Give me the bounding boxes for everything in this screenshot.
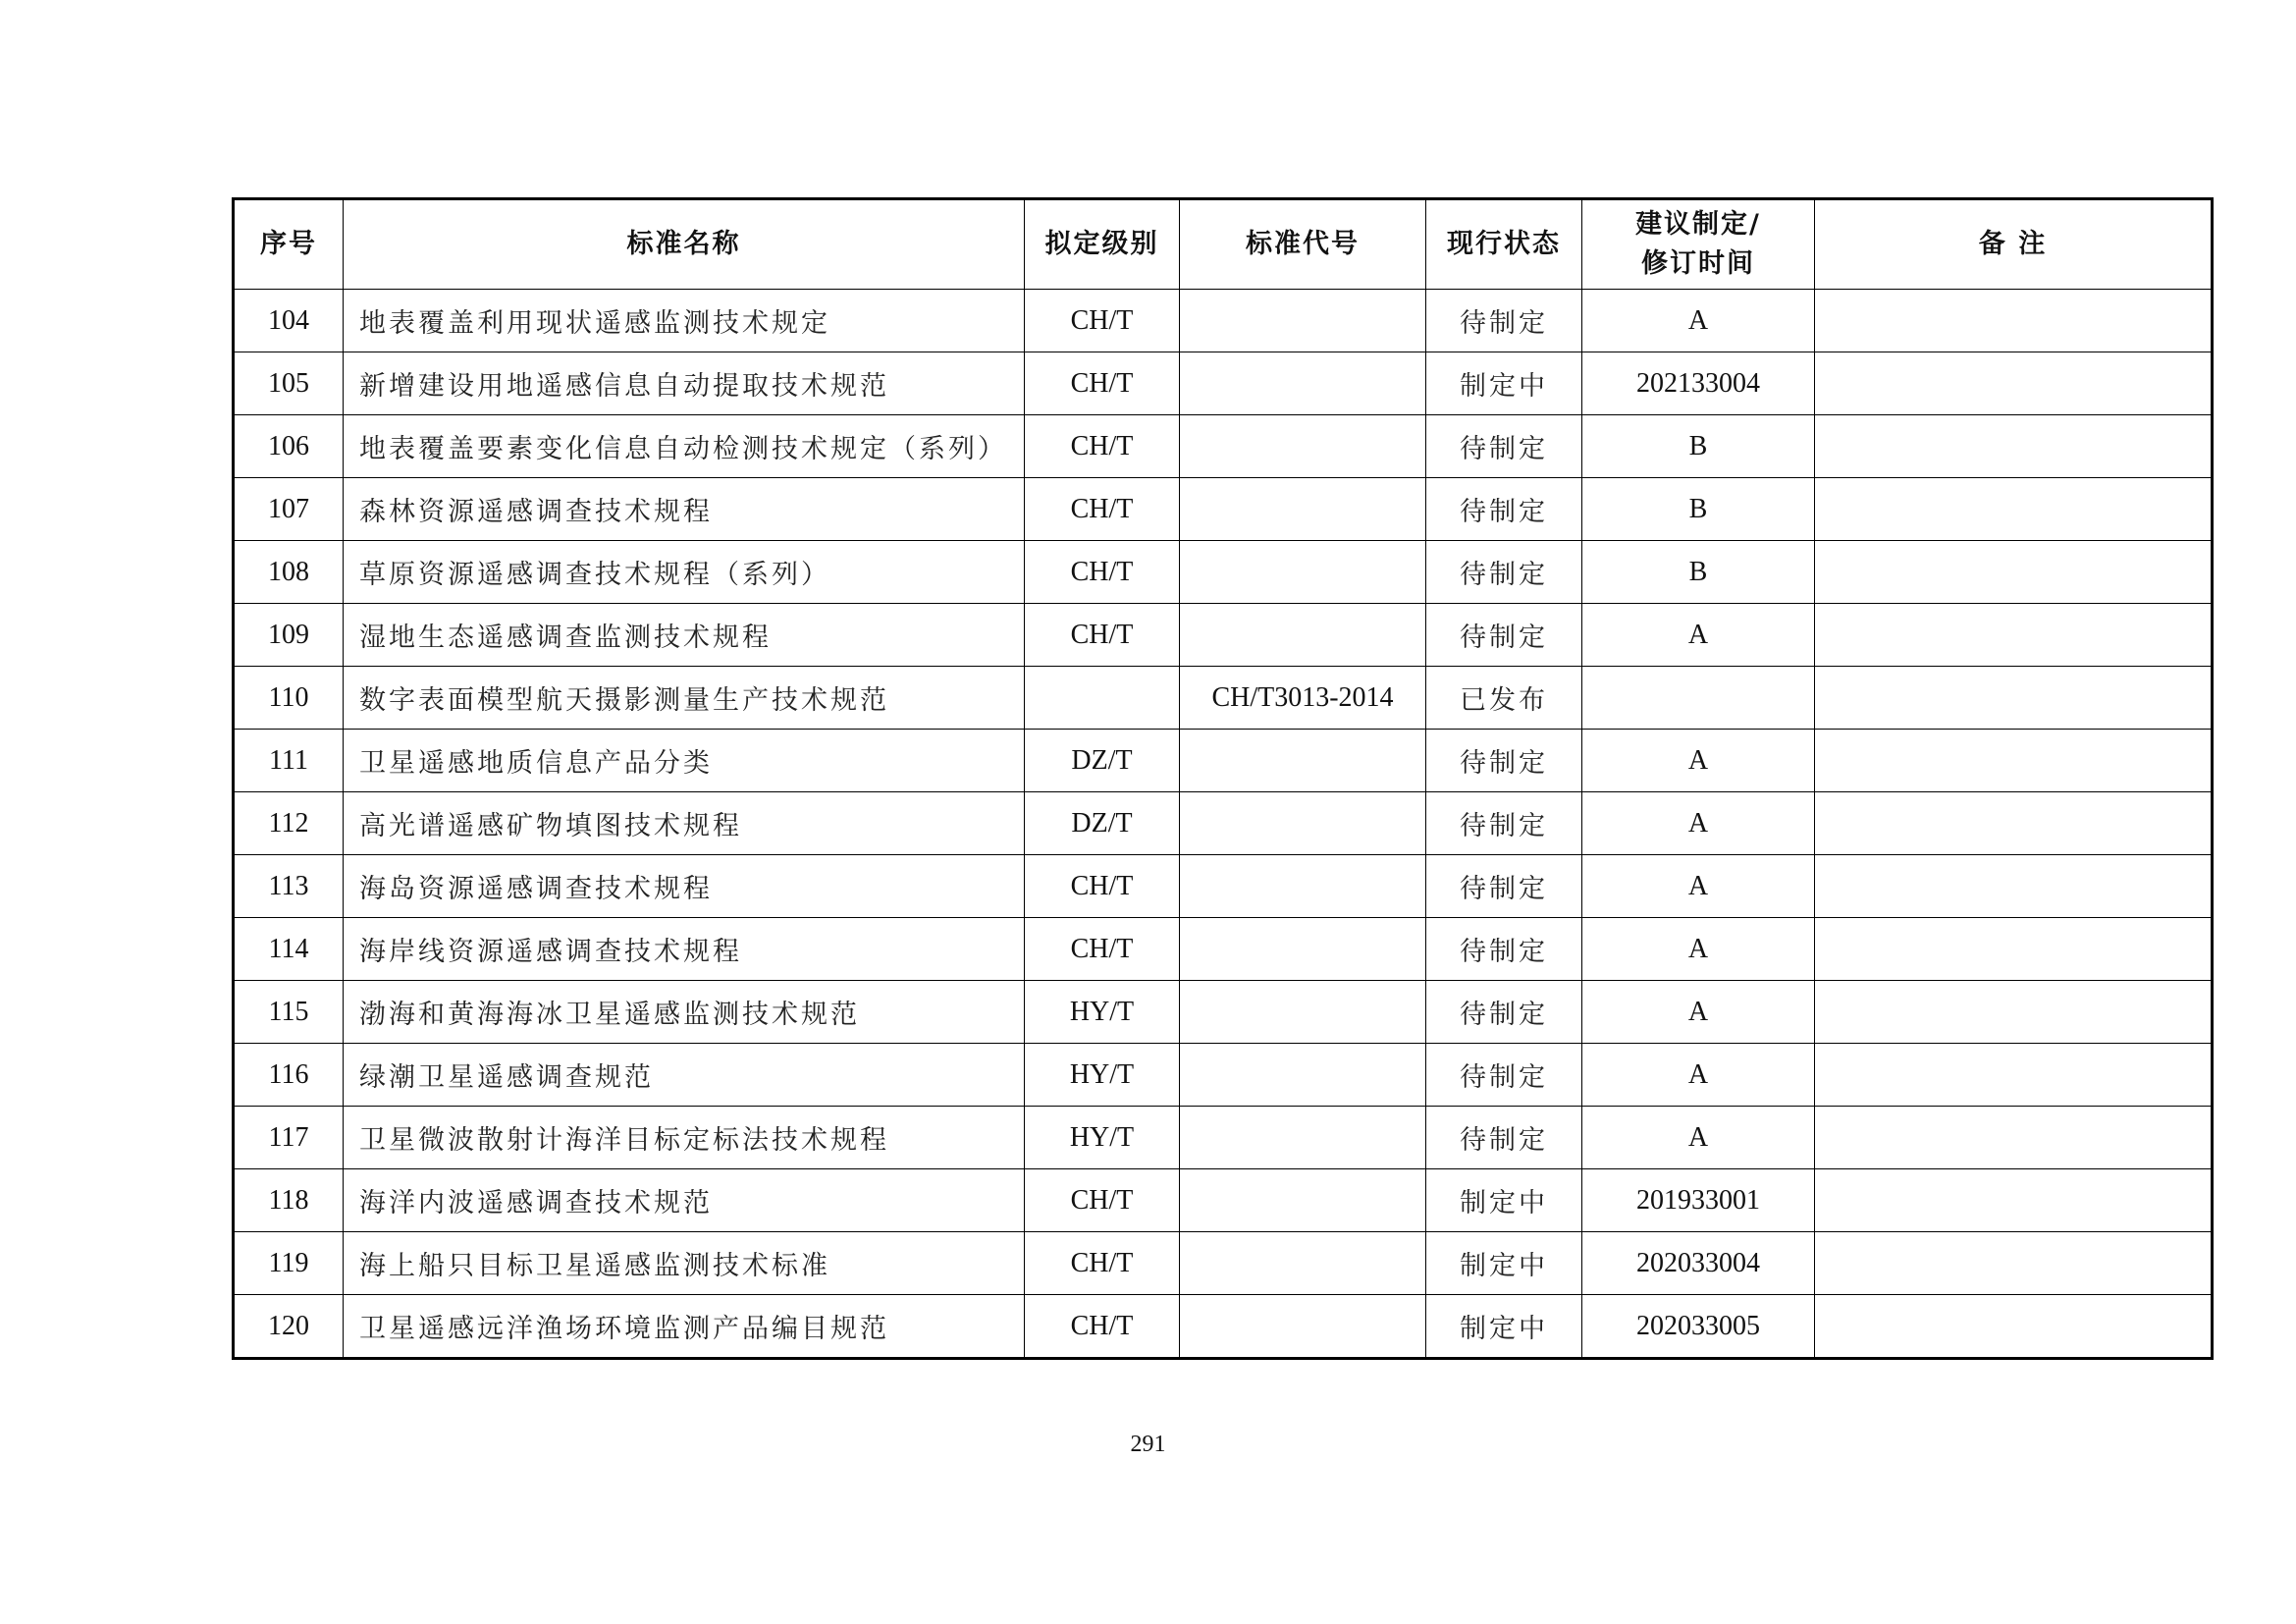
table-row <box>234 855 2213 918</box>
cell-standard-code <box>1180 478 1426 541</box>
table-row <box>234 290 2213 352</box>
cell-standard-code <box>1180 918 1426 981</box>
cell-num: 106 <box>234 415 344 478</box>
cell-remark <box>1815 415 2213 478</box>
cell-remark <box>1815 290 2213 352</box>
cell-status: 制定中 <box>1426 1295 1582 1359</box>
cell-level: CH/T <box>1025 415 1180 478</box>
cell-status: 待制定 <box>1426 541 1582 604</box>
cell-level: CH/T <box>1025 1232 1180 1295</box>
cell-num: 105 <box>234 352 344 415</box>
cell-status: 待制定 <box>1426 855 1582 918</box>
cell-standard-code <box>1180 290 1426 352</box>
cell-standard-name: 新增建设用地遥感信息自动提取技术规范 <box>344 352 1025 415</box>
cell-remark <box>1815 667 2213 730</box>
cell-time: 202033004 <box>1582 1232 1815 1295</box>
table-header-row <box>234 199 2213 290</box>
cell-remark <box>1815 1044 2213 1107</box>
table-row <box>234 604 2213 667</box>
cell-standard-code <box>1180 604 1426 667</box>
cell-standard-name: 地表覆盖要素变化信息自动检测技术规定（系列） <box>344 415 1025 478</box>
cell-standard-name: 海洋内波遥感调查技术规范 <box>344 1169 1025 1232</box>
table-row <box>234 541 2213 604</box>
header-level: 拟定级别 <box>1025 199 1180 290</box>
cell-remark <box>1815 855 2213 918</box>
cell-time: 202133004 <box>1582 352 1815 415</box>
cell-standard-name: 海岛资源遥感调查技术规程 <box>344 855 1025 918</box>
cell-remark <box>1815 918 2213 981</box>
cell-standard-name: 森林资源遥感调查技术规程 <box>344 478 1025 541</box>
cell-num: 114 <box>234 918 344 981</box>
header-num: 序号 <box>234 199 344 290</box>
table-row <box>234 478 2213 541</box>
header-time <box>1582 199 1815 290</box>
cell-time: A <box>1582 792 1815 855</box>
table-row <box>234 352 2213 415</box>
cell-standard-code <box>1180 415 1426 478</box>
cell-time: 201933001 <box>1582 1169 1815 1232</box>
cell-level: CH/T <box>1025 604 1180 667</box>
cell-time: 202033005 <box>1582 1295 1815 1359</box>
cell-time: A <box>1582 604 1815 667</box>
cell-level: CH/T <box>1025 541 1180 604</box>
header-time-line2: 修订时间 <box>1641 248 1755 279</box>
cell-time: A <box>1582 855 1815 918</box>
cell-time: A <box>1582 730 1815 792</box>
cell-status: 制定中 <box>1426 352 1582 415</box>
table-row <box>234 1107 2213 1169</box>
table-row <box>234 1295 2213 1359</box>
cell-standard-code <box>1180 1169 1426 1232</box>
cell-remark <box>1815 1295 2213 1359</box>
cell-level <box>1025 667 1180 730</box>
cell-status: 待制定 <box>1426 415 1582 478</box>
table-row <box>234 918 2213 981</box>
cell-num: 112 <box>234 792 344 855</box>
cell-num: 113 <box>234 855 344 918</box>
cell-num: 110 <box>234 667 344 730</box>
cell-num: 116 <box>234 1044 344 1107</box>
cell-level: CH/T <box>1025 478 1180 541</box>
header-code: 标准代号 <box>1180 199 1426 290</box>
cell-standard-code <box>1180 1232 1426 1295</box>
cell-standard-name: 草原资源遥感调查技术规程（系列） <box>344 541 1025 604</box>
cell-status: 待制定 <box>1426 981 1582 1044</box>
cell-standard-code <box>1180 730 1426 792</box>
cell-status: 待制定 <box>1426 792 1582 855</box>
cell-standard-name: 卫星微波散射计海洋目标定标法技术规程 <box>344 1107 1025 1169</box>
cell-standard-code <box>1180 1044 1426 1107</box>
cell-remark <box>1815 604 2213 667</box>
cell-standard-code <box>1180 792 1426 855</box>
page-number: 291 <box>1130 1432 1166 1457</box>
cell-remark <box>1815 1232 2213 1295</box>
cell-level: DZ/T <box>1025 792 1180 855</box>
cell-level: DZ/T <box>1025 730 1180 792</box>
cell-level: HY/T <box>1025 981 1180 1044</box>
cell-remark <box>1815 478 2213 541</box>
cell-level: CH/T <box>1025 855 1180 918</box>
cell-num: 117 <box>234 1107 344 1169</box>
cell-remark <box>1815 730 2213 792</box>
cell-time: B <box>1582 478 1815 541</box>
cell-status: 待制定 <box>1426 730 1582 792</box>
cell-standard-name: 卫星遥感地质信息产品分类 <box>344 730 1025 792</box>
cell-num: 108 <box>234 541 344 604</box>
table-row <box>234 1044 2213 1107</box>
cell-remark <box>1815 981 2213 1044</box>
cell-num: 111 <box>234 730 344 792</box>
cell-time: A <box>1582 290 1815 352</box>
cell-level: CH/T <box>1025 918 1180 981</box>
cell-time: A <box>1582 918 1815 981</box>
cell-remark <box>1815 1169 2213 1232</box>
cell-status: 待制定 <box>1426 604 1582 667</box>
header-status: 现行状态 <box>1426 199 1582 290</box>
cell-level: CH/T <box>1025 290 1180 352</box>
cell-standard-code: CH/T3013-2014 <box>1180 667 1426 730</box>
cell-status: 待制定 <box>1426 290 1582 352</box>
cell-remark <box>1815 792 2213 855</box>
cell-standard-name: 渤海和黄海海冰卫星遥感监测技术规范 <box>344 981 1025 1044</box>
cell-remark <box>1815 541 2213 604</box>
cell-status: 待制定 <box>1426 1044 1582 1107</box>
cell-standard-name: 海岸线资源遥感调查技术规程 <box>344 918 1025 981</box>
cell-status: 待制定 <box>1426 918 1582 981</box>
header-name: 标准名称 <box>344 199 1025 290</box>
cell-standard-code <box>1180 541 1426 604</box>
cell-standard-name: 地表覆盖利用现状遥感监测技术规定 <box>344 290 1025 352</box>
cell-level: CH/T <box>1025 352 1180 415</box>
table-row <box>234 981 2213 1044</box>
cell-level: CH/T <box>1025 1169 1180 1232</box>
cell-standard-name: 数字表面模型航天摄影测量生产技术规范 <box>344 667 1025 730</box>
cell-remark <box>1815 352 2213 415</box>
cell-standard-name: 高光谱遥感矿物填图技术规程 <box>344 792 1025 855</box>
cell-level: CH/T <box>1025 1295 1180 1359</box>
cell-num: 120 <box>234 1295 344 1359</box>
table-row <box>234 730 2213 792</box>
cell-status: 已发布 <box>1426 667 1582 730</box>
cell-time: A <box>1582 1107 1815 1169</box>
cell-num: 118 <box>234 1169 344 1232</box>
cell-num: 109 <box>234 604 344 667</box>
table-row <box>234 792 2213 855</box>
cell-standard-code <box>1180 1295 1426 1359</box>
cell-time: B <box>1582 415 1815 478</box>
cell-num: 119 <box>234 1232 344 1295</box>
cell-num: 107 <box>234 478 344 541</box>
cell-time: A <box>1582 981 1815 1044</box>
cell-remark <box>1815 1107 2213 1169</box>
cell-time: B <box>1582 541 1815 604</box>
cell-num: 115 <box>234 981 344 1044</box>
table-body <box>234 290 2213 1359</box>
header-remark: 备 注 <box>1815 199 2213 290</box>
cell-status: 制定中 <box>1426 1169 1582 1232</box>
table-row <box>234 415 2213 478</box>
table-row <box>234 667 2213 730</box>
table-row <box>234 1232 2213 1295</box>
cell-status: 制定中 <box>1426 1232 1582 1295</box>
cell-level: HY/T <box>1025 1107 1180 1169</box>
cell-num: 104 <box>234 290 344 352</box>
cell-time: A <box>1582 1044 1815 1107</box>
cell-level: HY/T <box>1025 1044 1180 1107</box>
cell-standard-name: 湿地生态遥感调查监测技术规程 <box>344 604 1025 667</box>
cell-standard-name: 卫星遥感远洋渔场环境监测产品编目规范 <box>344 1295 1025 1359</box>
standards-table-container <box>232 197 2211 1360</box>
cell-standard-code <box>1180 1107 1426 1169</box>
table-row <box>234 1169 2213 1232</box>
cell-standard-code <box>1180 981 1426 1044</box>
cell-standard-name: 海上船只目标卫星遥感监测技术标准 <box>344 1232 1025 1295</box>
cell-time <box>1582 667 1815 730</box>
cell-standard-code <box>1180 855 1426 918</box>
cell-status: 待制定 <box>1426 1107 1582 1169</box>
standards-table <box>232 197 2214 1360</box>
header-time-line1: 建议制定/ <box>1635 209 1761 240</box>
cell-status: 待制定 <box>1426 478 1582 541</box>
cell-standard-name: 绿潮卫星遥感调查规范 <box>344 1044 1025 1107</box>
cell-standard-code <box>1180 352 1426 415</box>
